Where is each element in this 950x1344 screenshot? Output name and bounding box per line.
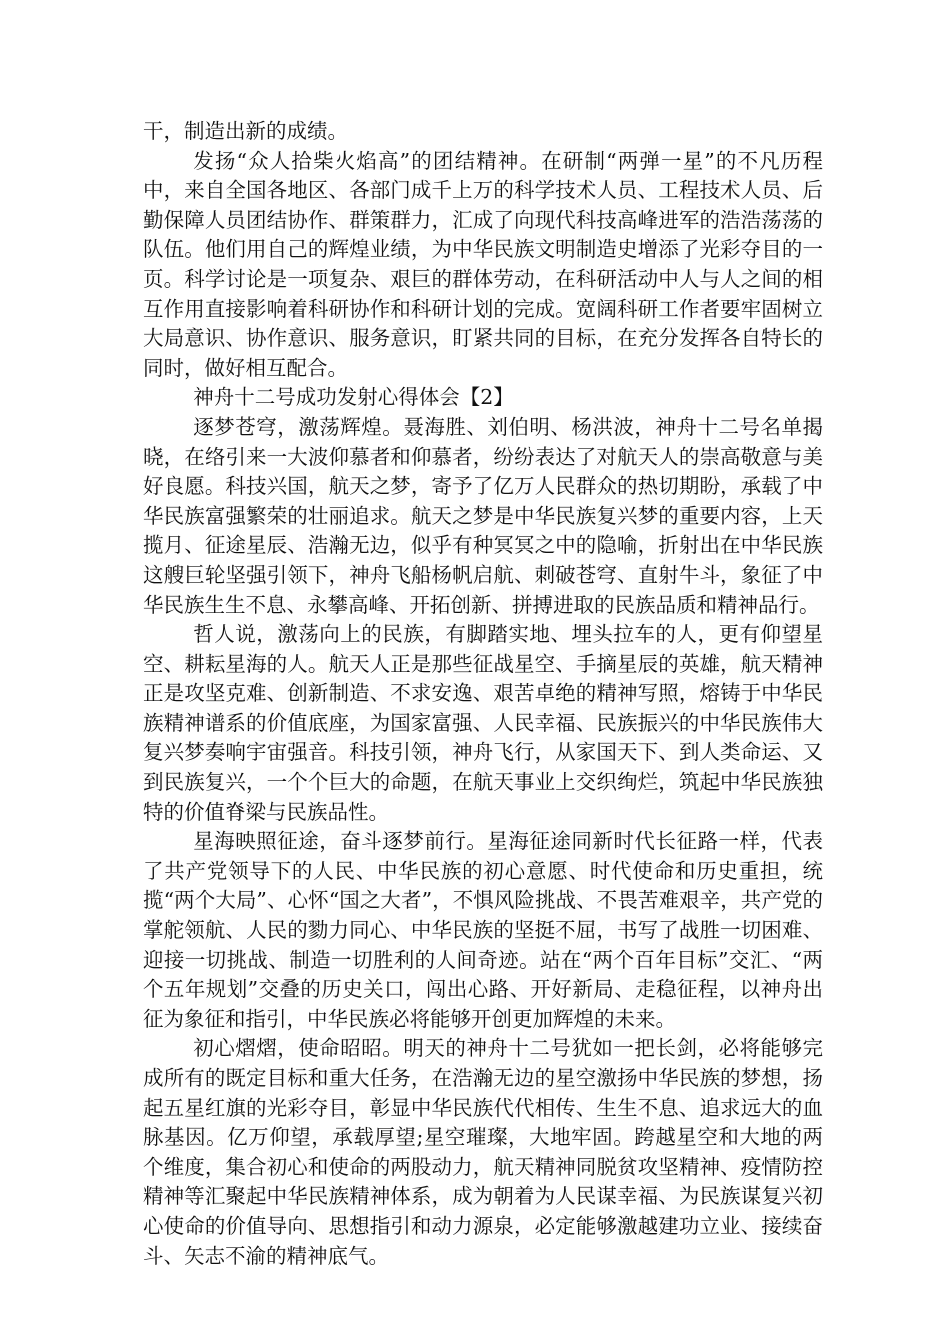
section-heading: 神舟十二号成功发射心得体会【2】 <box>193 385 514 410</box>
paragraph-star-sea: 星海映照征途，奋斗逐梦前行。星海征途同新时代长征路一样，代表了共产党领导下的人民、中华民族的初心意愿、时代使命和历史重担，统揽“两个大局”、心怀“国之大者”，不惧风险挑战、不畏苦难艰辛，共产党的掌舵领航、人民的勠力同心、中华民族的坚挺不屈，书写了战胜一切困难、迎接一切挑战、制造一切胜利的人间奇迹。站在“两个百年目标”交汇、“两个五年规划”交叠的历史关口，闯出心路、开好新局、走稳征程，以神舟出征为象征和指引，中华民族必将能够开创更加辉煌的未来。 <box>143 829 823 1031</box>
paragraph-philosopher: 哲人说，激荡向上的民族，有脚踏实地、埋头拉车的人，更有仰望星空、耕耘星海的人。航天人正是那些征战星空、手摘星辰的英雄，航天精神正是攻坚克难、创新制造、不求安逸、艰苦卓绝的精神写照，熔铸于中华民族精神谱系的价值底座，为国家富强、人民幸福、民族振兴的中华民族伟大复兴梦奏响宇宙强音。科技引领，神舟飞行，从家国天下、到人类命运、又到民族复兴，一个个巨大的命题，在航天事业上交织绚烂，筑起中华民族独特的价值脊梁与民族品性。 <box>143 622 823 824</box>
paragraph-original-mission: 初心熠熠，使命昭昭。明天的神舟十二号犹如一把长剑，必将能够完成所有的既定目标和重大任务，在浩瀚无边的星空激扬中华民族的梦想，扬起五星红旗的光彩夺目，彰显中华民族代代相传、生生不息、追求远大的血脉基因。亿万仰望，承载厚望;星空璀璨，大地牢固。跨越星空和大地的两个维度，集合初心和使命的两股动力，航天精神同脱贫攻坚精神、疫情防控精神等汇聚起中华民族精神体系，成为朝着为人民谋幸福、为民族谋复兴初心使命的价值导向、思想指引和动力源泉，必定能够激越建功立业、接续奋斗、矢志不渝的精神底气。 <box>143 1036 823 1268</box>
paragraph-dream-sky: 逐梦苍穹，激荡辉煌。聂海胜、刘伯明、杨洪波，神舟十二号名单揭晓，在络引来一大波仰慕者和仰慕者，纷纷表达了对航天人的崇高敬意与美好良愿。科技兴国，航天之梦，寄予了亿万人民群众的热切期盼，承载了中华民族富强繁荣的壮丽追求。航天之梦是中华民族复兴梦的重要内容，上天揽月、征途星辰、浩瀚无边，似乎有种冥冥之中的隐喻，折射出在中华民族这艘巨轮坚强引领下，神舟飞船杨帆启航、刺破苍穹、直射牛斗，象征了中华民族生生不息、永攀高峰、开拓创新、拼搏进取的民族品质和精神品行。 <box>143 414 823 617</box>
paragraph-unity-spirit: 发扬“众人拾柴火焰高”的团结精神。在研制“两弹一星”的不凡历程中，来自全国各地区、各部门成千上万的科学技术人员、工程技术人员、后勤保障人员团结协作、群策群力，汇成了向现代科技高峰进军的浩浩荡荡的队伍。他们用自己的辉煌业绩，为中华民族文明制造史增添了光彩夺目的一页。科学讨论是一项复杂、艰巨的群体劳动，在科研活动中人与人之间的相互作用直接影响着科研协作和科研计划的完成。宽阔科研工作者要牢固树立大局意识、协作意识、服务意识，盯紧共同的目标，在充分发挥各自特长的同时，做好相互配合。 <box>143 148 823 380</box>
document-page <box>143 117 823 1271</box>
paragraph-continuation: 干，制造出新的成绩。 <box>143 119 348 143</box>
